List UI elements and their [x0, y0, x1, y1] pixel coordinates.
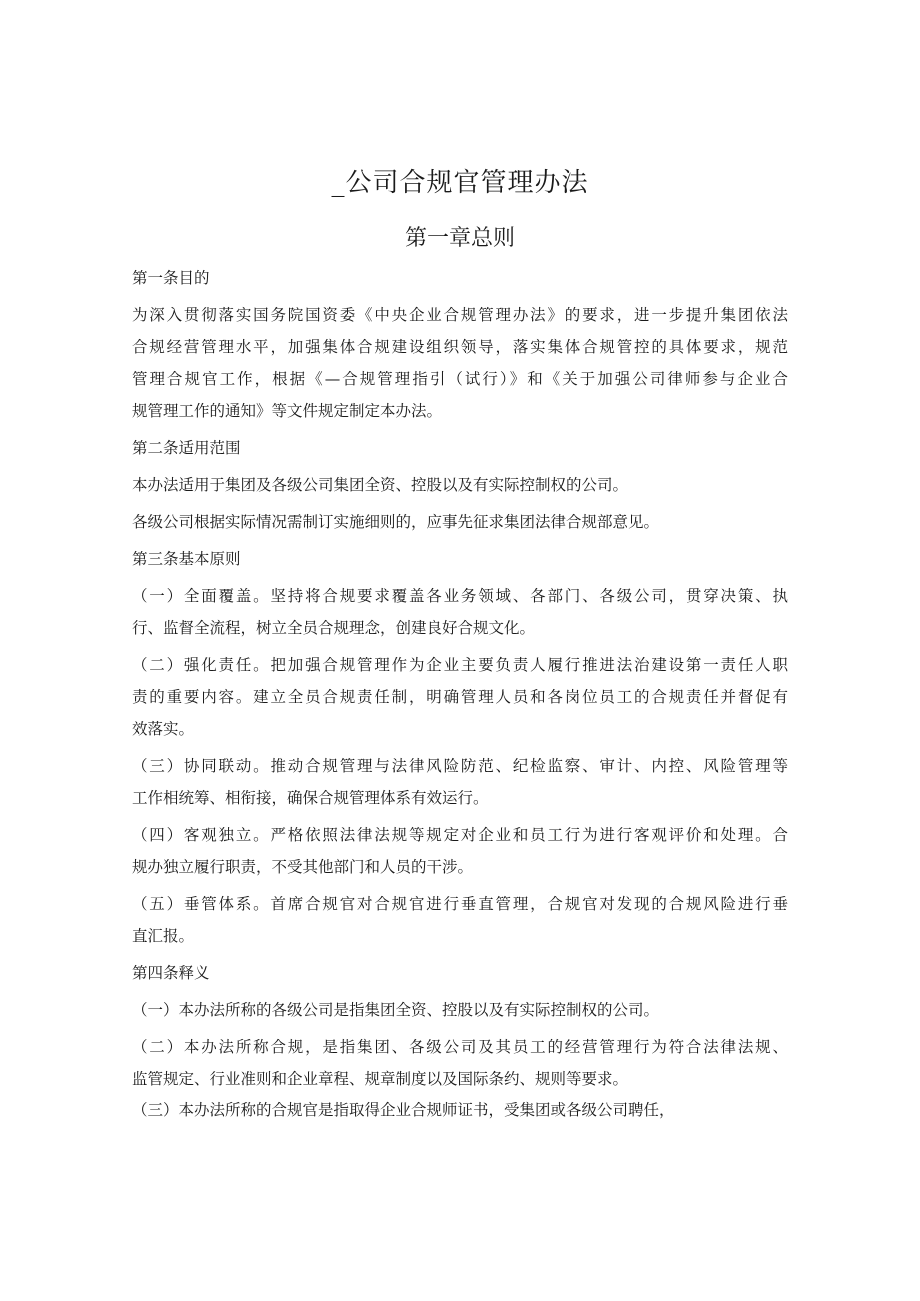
document-title: _公司合规官管理办法: [331, 168, 589, 198]
paragraph-line: （三）本办法所称的合规官是指取得企业合规师证书，受集团或各级公司聘任，: [132, 1101, 675, 1119]
paragraph-line: 责的重要内容。建立全员合规责任制，明确管理人员和各岗位员工的合规责任并督促有: [132, 688, 788, 706]
paragraph-line: 规办独立履行职责，不受其他部门和人员的干涉。: [132, 858, 474, 876]
paragraph-line: 本办法适用于集团及各级公司集团全资、控股以及有实际控制权的公司。: [132, 476, 629, 494]
paragraph-line: 监管规定、行业准则和企业章程、规章制度以及国际条约、规则等要求。: [132, 1070, 629, 1088]
paragraph-line: 第二条适用范围: [132, 439, 241, 457]
paragraph-line: （五）垂管体系。首席合规官对合规官进行垂直管理，合规官对发现的合规风险进行垂: [132, 895, 788, 913]
paragraph-line: 规管理工作的通知》等文件规定制定本办法。: [132, 402, 443, 420]
paragraph-line: 第四条释义: [132, 964, 210, 982]
paragraph-line: （四）客观独立。严格依照法律法规等规定对企业和员工行为进行客观评价和处理。合: [132, 826, 788, 844]
paragraph-line: （二）本办法所称合规，是指集团、各级公司及其员工的经营管理行为符合法律法规、: [132, 1038, 788, 1056]
paragraph-line: （一）本办法所称的各级公司是指集团全资、控股以及有实际控制权的公司。: [132, 1001, 660, 1019]
paragraph-line: 工作相统筹、相衔接，确保合规管理体系有效运行。: [132, 789, 489, 807]
document-body: [132, 262, 788, 1126]
paragraph-line: 第三条基本原则: [132, 550, 241, 568]
paragraph-line: 合规经营管理水平，加强集体合规建设组织领导，落实集体合规管控的具体要求，规范: [132, 338, 788, 356]
paragraph-line: 第一条目的: [132, 269, 210, 287]
paragraph-line: （一）全面覆盖。坚持将合规要求覆盖各业务领域、各部门、各级公司，贯穿决策、执: [132, 587, 788, 605]
paragraph-line: 管理合规官工作，根据《—合规管理指引（试行）》和《关于加强公司律师参与企业合: [132, 370, 788, 388]
paragraph-line: 行、监督全流程，树立全员合规理念，创建良好合规文化。: [132, 619, 536, 637]
paragraph-line: 为深入贯彻落实国务院国资委《中央企业合规管理办法》的要求，进一步提升集团依法: [132, 306, 788, 324]
paragraph-line: （二）强化责任。把加强合规管理作为企业主要负责人履行推进法治建设第一责任人职: [132, 656, 788, 674]
chapter-heading: 第一章总则: [404, 226, 515, 251]
paragraph-line: 各级公司根据实际情况需制订实施细则的，应事先征求集团法律合规部意见。: [132, 513, 660, 531]
paragraph-line: 效落实。: [132, 720, 195, 738]
paragraph-line: 直汇报。: [132, 927, 195, 945]
paragraph-line: （三）协同联动。推动合规管理与法律风险防范、纪检监察、审计、内控、风险管理等: [132, 757, 788, 775]
